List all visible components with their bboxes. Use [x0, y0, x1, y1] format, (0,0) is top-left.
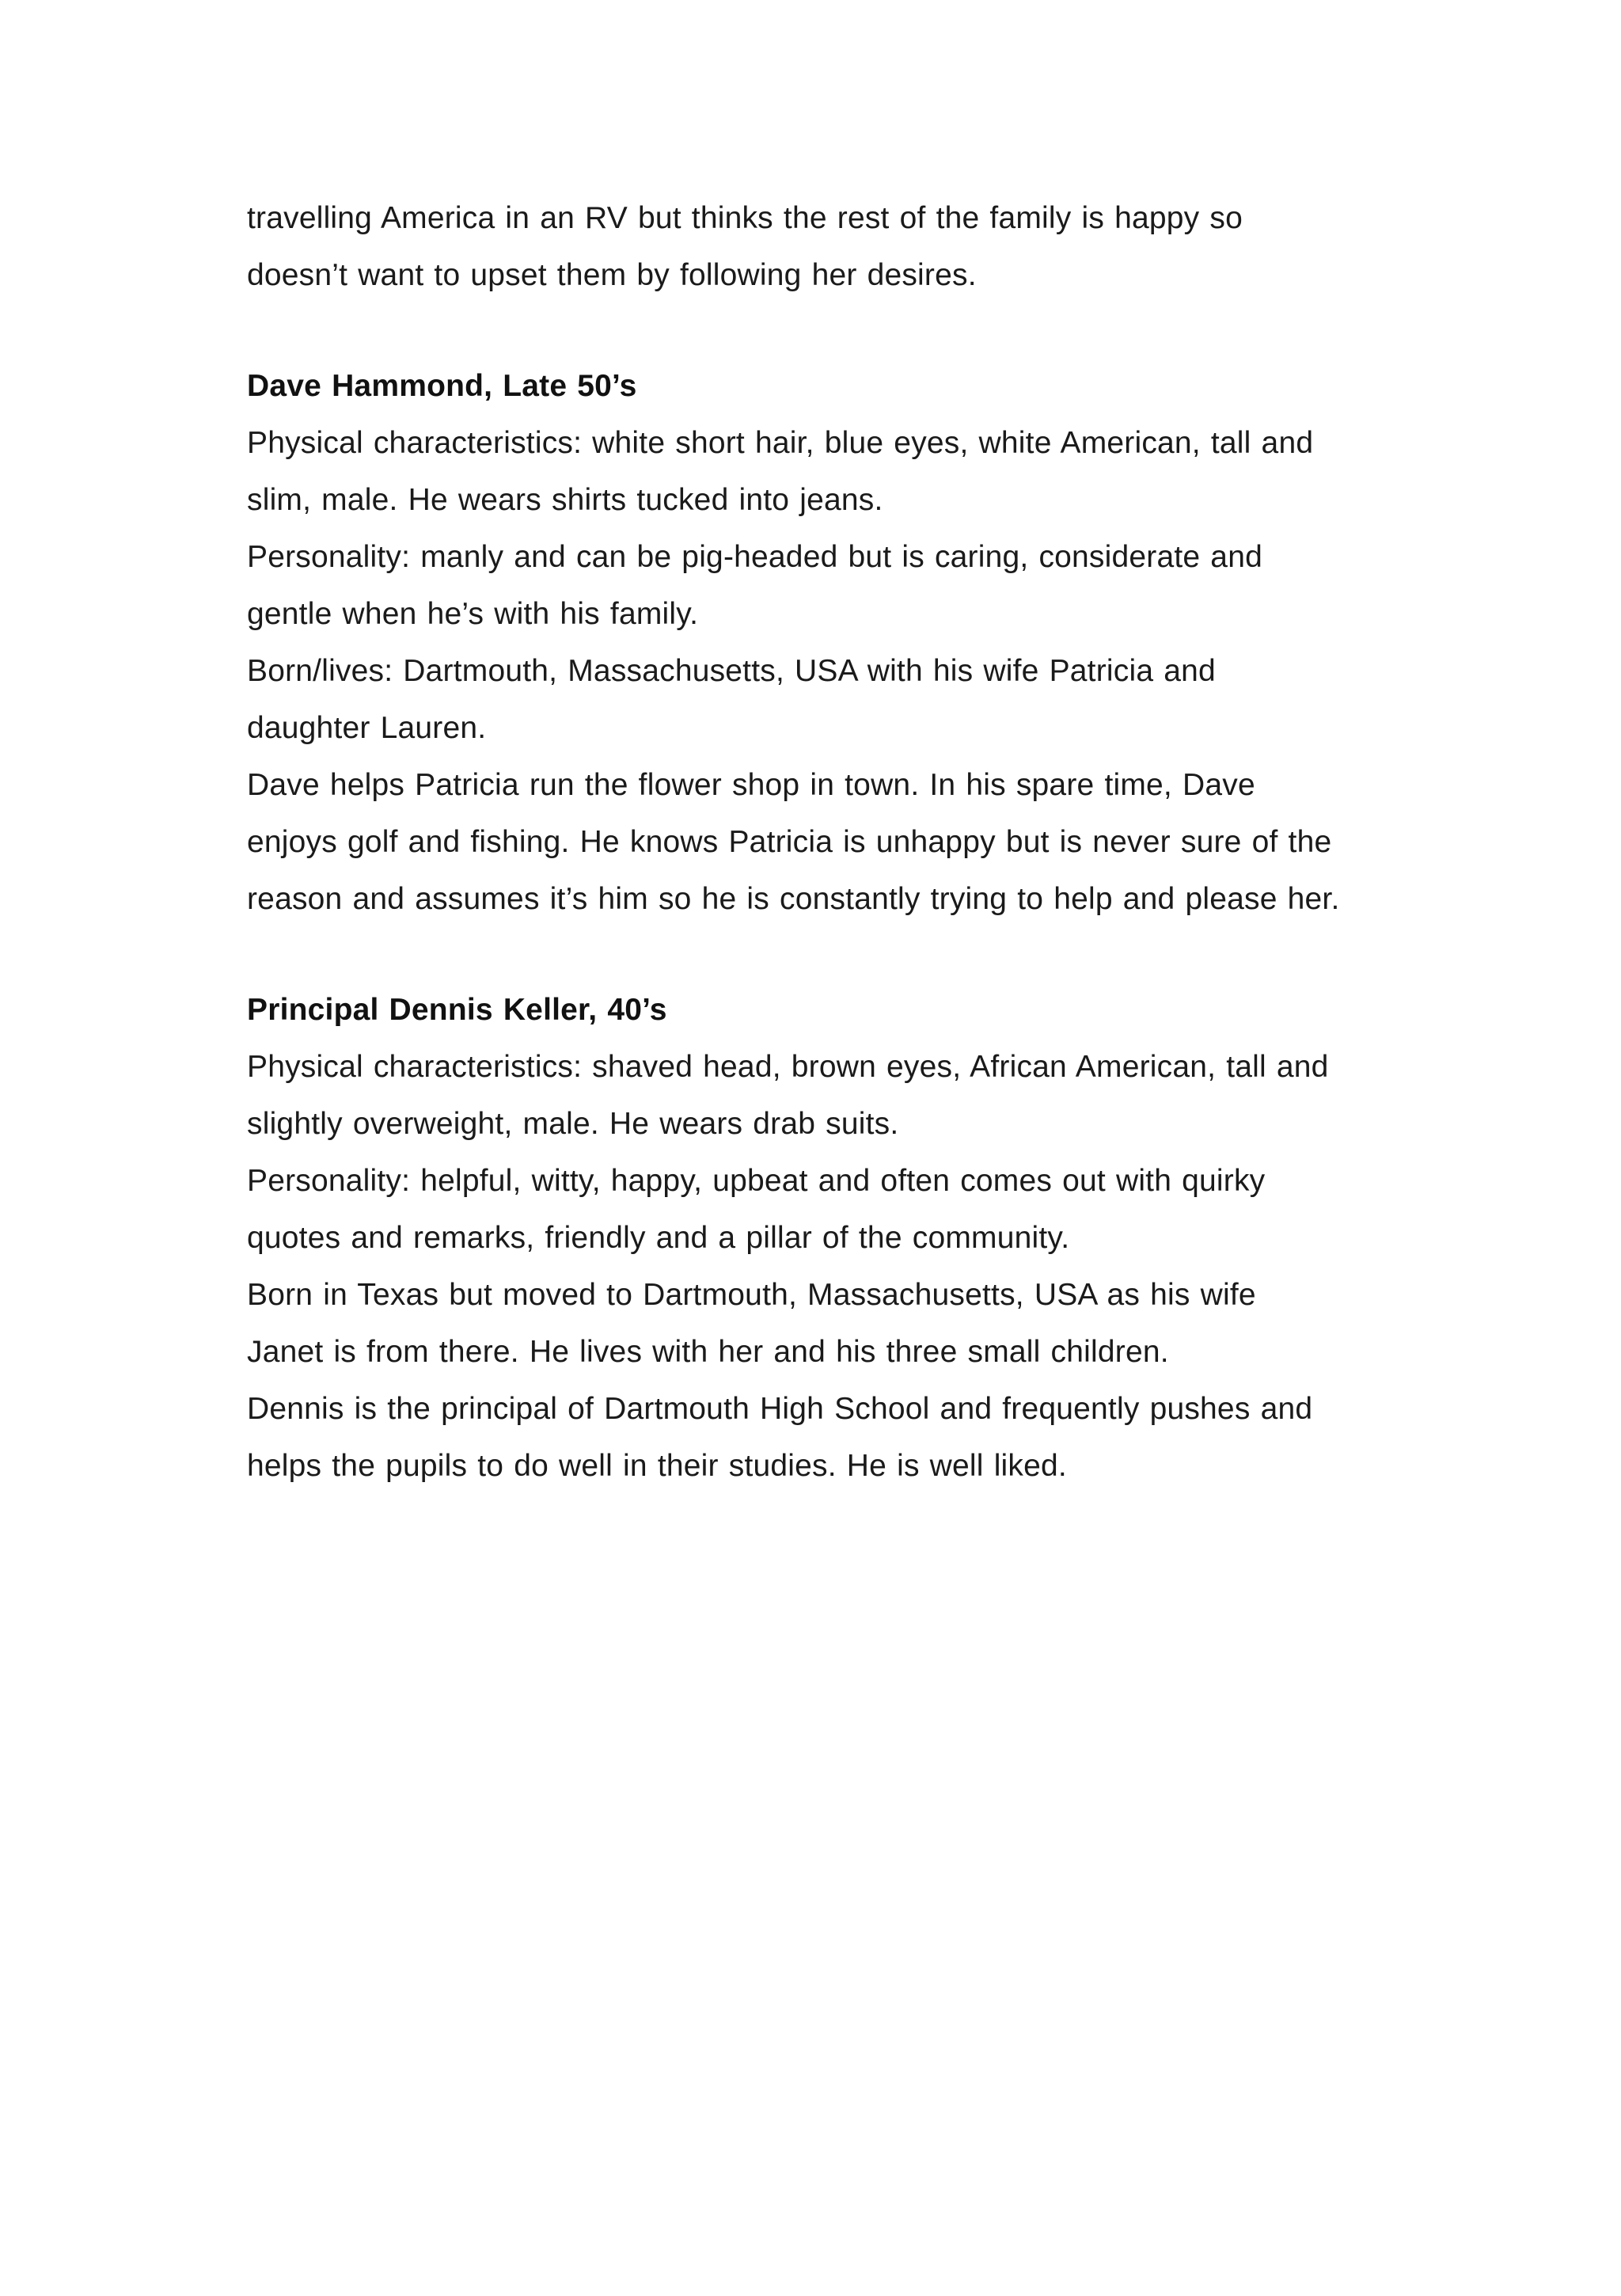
biography-line: helps the pupils to do well in their studies. He is well liked.: [247, 1449, 1067, 1483]
biography-line: Dave helps Patricia run the flower shop in town. In his spare time, Dave: [247, 768, 1255, 802]
biography-line: Dennis is the principal of Dartmouth High School and frequently pushes and: [247, 1392, 1313, 1426]
physical-characteristics-line: slightly overweight, male. He wears drab suits.: [247, 1107, 899, 1141]
physical-characteristics-line: Physical characteristics: white short hair, blue eyes, white American, tall and: [247, 426, 1314, 460]
physical-characteristics-line: Physical characteristics: shaved head, brown eyes, African American, tall and: [247, 1050, 1329, 1084]
paragraph-spacer: [247, 928, 1395, 982]
character-dennis-keller: [247, 982, 1395, 1495]
personality-line: Personality: manly and can be pig-headed but is caring, considerate and: [247, 540, 1262, 574]
intro-line: doesn’t want to upset them by following her desires.: [247, 258, 977, 292]
intro-paragraph: [247, 190, 1395, 304]
character-heading: Dave Hammond, Late 50’s: [247, 369, 637, 403]
born-lives-line: Born/lives: Dartmouth, Massachusetts, USA with his wife Patricia and: [247, 654, 1216, 688]
character-dave-hammond: [247, 358, 1395, 928]
personality-line: Personality: helpful, witty, happy, upbeat and often comes out with quirky: [247, 1164, 1266, 1198]
biography-line: enjoys golf and fishing. He knows Patricia is unhappy but is never sure of the: [247, 825, 1332, 859]
document-body: [247, 190, 1395, 1495]
character-heading: Principal Dennis Keller, 40’s: [247, 993, 667, 1027]
intro-line: travelling America in an RV but thinks the rest of the family is happy so: [247, 201, 1243, 235]
biography-line: reason and assumes it’s him so he is constantly trying to help and please her.: [247, 882, 1340, 916]
born-lives-line: Janet is from there. He lives with her and his three small children.: [247, 1335, 1169, 1369]
paragraph-spacer: [247, 304, 1395, 358]
personality-line: gentle when he’s with his family.: [247, 597, 699, 631]
personality-line: quotes and remarks, friendly and a pillar of the community.: [247, 1221, 1070, 1255]
physical-characteristics-line: slim, male. He wears shirts tucked into jeans.: [247, 483, 883, 517]
born-lives-line: daughter Lauren.: [247, 711, 487, 745]
born-lives-line: Born in Texas but moved to Dartmouth, Massachusetts, USA as his wife: [247, 1278, 1256, 1312]
